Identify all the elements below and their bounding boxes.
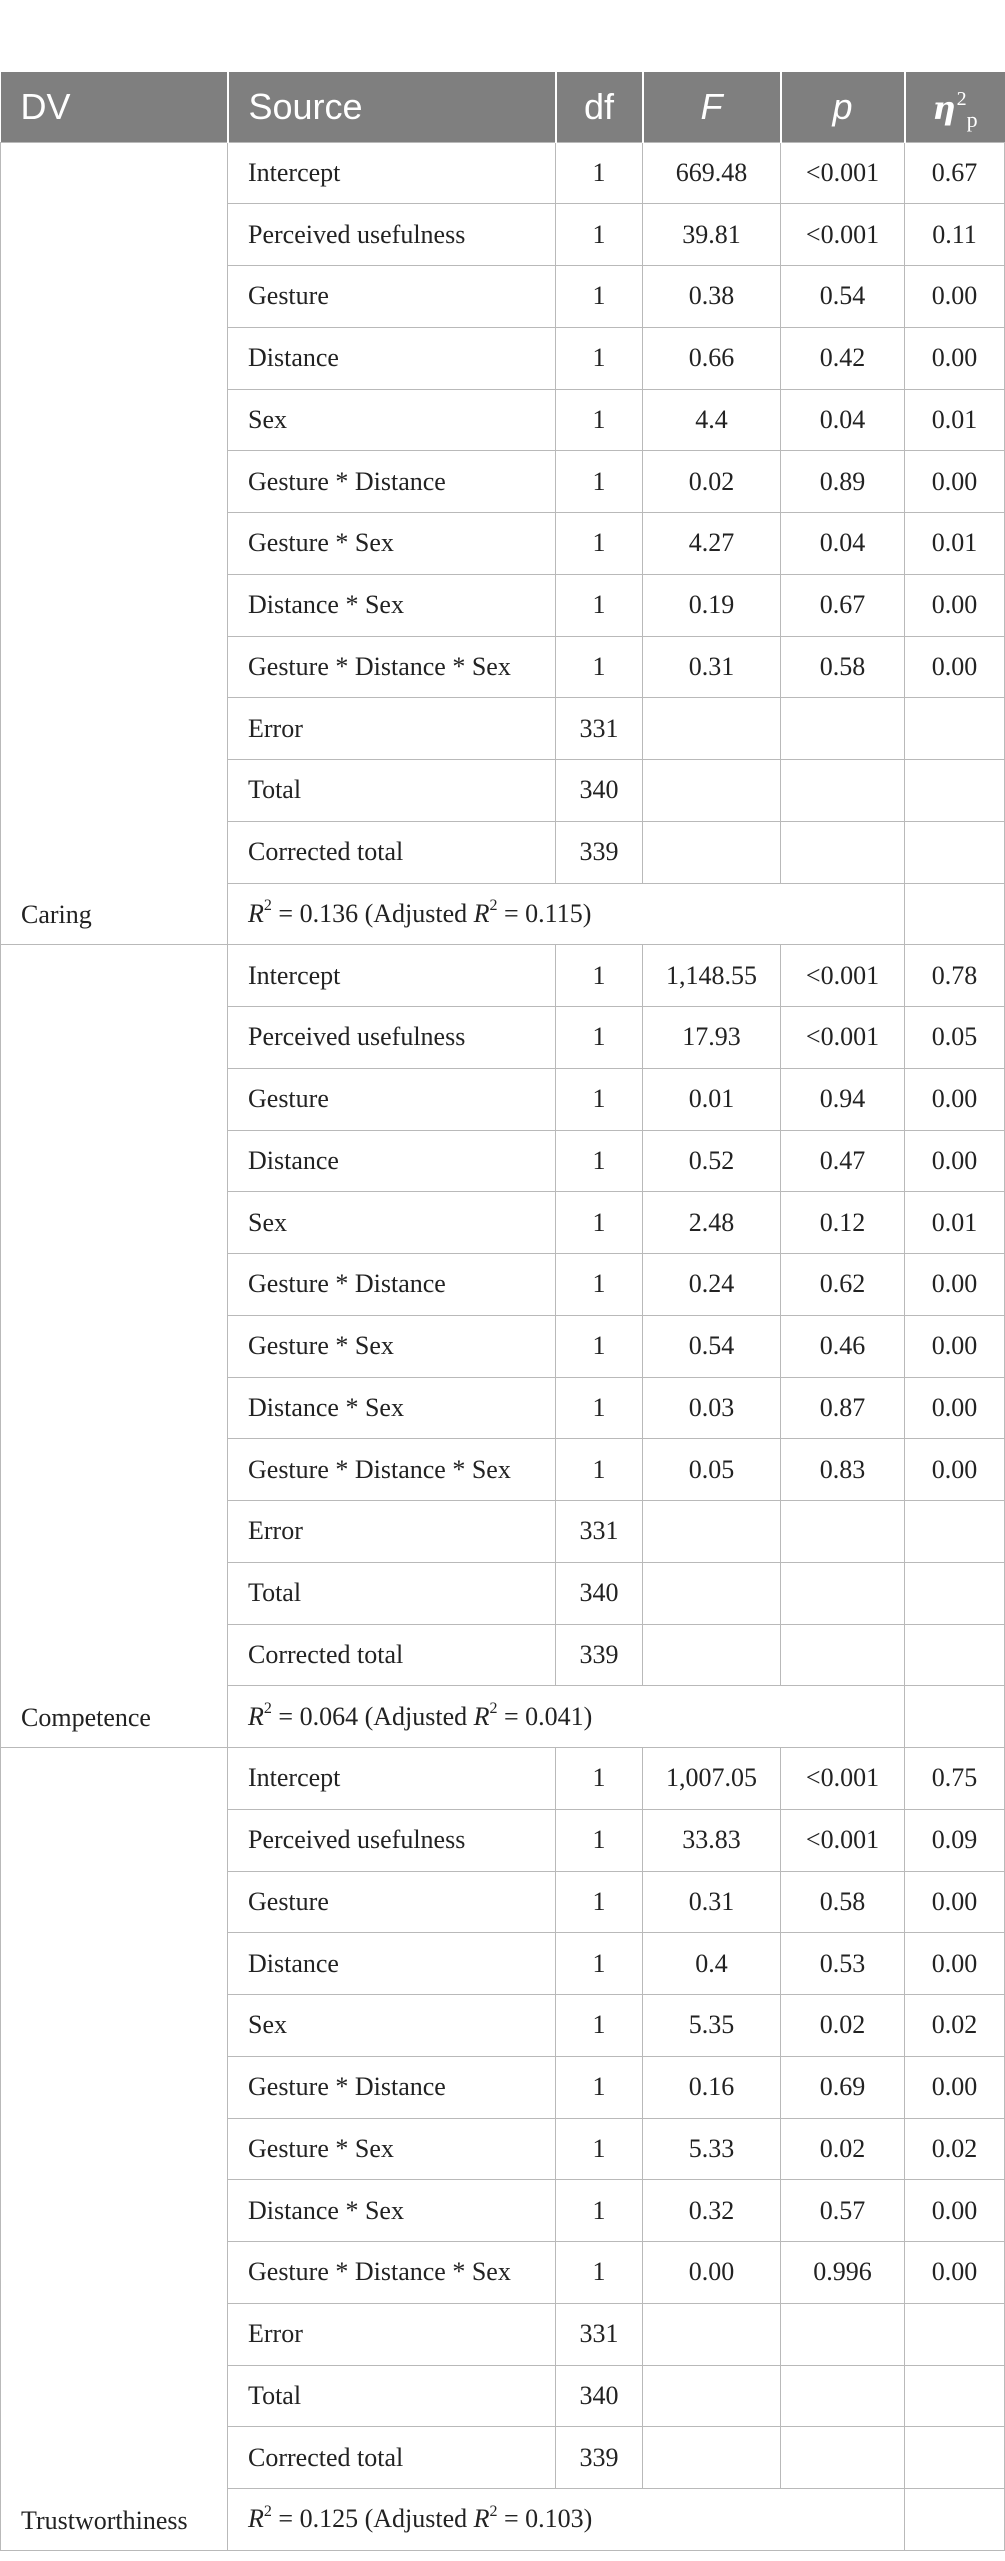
table-row xyxy=(1,945,1005,1007)
empty-cell xyxy=(905,883,1005,945)
df-cell: 1 xyxy=(556,513,643,575)
f-cell: 0.52 xyxy=(643,1130,781,1192)
eta-cell: 0.00 xyxy=(905,1068,1005,1130)
source-cell: Gesture xyxy=(228,1871,556,1933)
source-cell: Perceived usefulness xyxy=(228,1007,556,1069)
f-cell: 0.66 xyxy=(643,327,781,389)
p-cell: <0.001 xyxy=(781,1748,905,1810)
df-cell: 339 xyxy=(556,1624,643,1686)
p-cell: 0.58 xyxy=(781,1871,905,1933)
df-cell: 1 xyxy=(556,327,643,389)
eta-cell: 0.09 xyxy=(905,1809,1005,1871)
eta-cell xyxy=(905,821,1005,883)
df-cell: 1 xyxy=(556,451,643,513)
source-cell: Intercept xyxy=(228,1748,556,1810)
source-cell: Sex xyxy=(228,1192,556,1254)
eta-cell xyxy=(905,1562,1005,1624)
f-cell xyxy=(643,1624,781,1686)
source-cell: Total xyxy=(228,2365,556,2427)
r-squared-value: 0.064 xyxy=(299,1701,359,1731)
p-cell: 0.58 xyxy=(781,636,905,698)
p-cell: 0.04 xyxy=(781,389,905,451)
eta-cell: 0.02 xyxy=(905,2118,1005,2180)
source-cell: Gesture * Distance * Sex xyxy=(228,636,556,698)
f-cell: 17.93 xyxy=(643,1007,781,1069)
df-cell: 339 xyxy=(556,2427,643,2489)
p-cell: <0.001 xyxy=(781,1007,905,1069)
source-cell: Gesture xyxy=(228,1068,556,1130)
eta-subscript: p xyxy=(966,106,978,132)
p-cell: 0.53 xyxy=(781,1933,905,1995)
source-cell: Distance xyxy=(228,1130,556,1192)
eta-cell: 0.00 xyxy=(905,1871,1005,1933)
df-cell: 1 xyxy=(556,1007,643,1069)
source-cell: Sex xyxy=(228,389,556,451)
eta-cell: 0.01 xyxy=(905,1192,1005,1254)
header-f: F xyxy=(643,72,781,142)
table-row xyxy=(1,1748,1005,1810)
f-cell: 5.35 xyxy=(643,1995,781,2057)
f-cell: 0.00 xyxy=(643,2242,781,2304)
p-cell xyxy=(781,2303,905,2365)
eta-cell: 0.75 xyxy=(905,1748,1005,1810)
p-cell: 0.04 xyxy=(781,513,905,575)
table-header xyxy=(1,72,1005,142)
f-cell xyxy=(643,1501,781,1563)
f-cell: 0.32 xyxy=(643,2180,781,2242)
p-cell xyxy=(781,1501,905,1563)
df-cell: 1 xyxy=(556,2118,643,2180)
dv-label: Trustworthiness xyxy=(1,1748,228,2551)
source-cell: Perceived usefulness xyxy=(228,1809,556,1871)
source-cell: Error xyxy=(228,698,556,760)
eta-cell: 0.00 xyxy=(905,1377,1005,1439)
df-cell: 1 xyxy=(556,1130,643,1192)
source-cell: Distance xyxy=(228,327,556,389)
source-cell: Gesture * Distance xyxy=(228,2056,556,2118)
eta-cell: 0.00 xyxy=(905,1254,1005,1316)
df-cell: 1 xyxy=(556,574,643,636)
p-cell: 0.94 xyxy=(781,1068,905,1130)
f-cell: 0.4 xyxy=(643,1933,781,1995)
p-cell: 0.89 xyxy=(781,451,905,513)
source-cell: Corrected total xyxy=(228,821,556,883)
f-cell: 39.81 xyxy=(643,204,781,266)
source-cell: Distance * Sex xyxy=(228,1377,556,1439)
f-cell: 0.16 xyxy=(643,2056,781,2118)
p-cell: 0.83 xyxy=(781,1439,905,1501)
p-cell: 0.57 xyxy=(781,2180,905,2242)
eta-cell: 0.00 xyxy=(905,1439,1005,1501)
f-cell xyxy=(643,1562,781,1624)
f-cell: 0.01 xyxy=(643,1068,781,1130)
r-squared-value: 0.136 xyxy=(299,898,359,928)
df-cell: 1 xyxy=(556,1748,643,1810)
eta-cell: 0.02 xyxy=(905,1995,1005,2057)
f-cell: 0.24 xyxy=(643,1254,781,1316)
df-cell: 331 xyxy=(556,2303,643,2365)
p-cell: 0.54 xyxy=(781,266,905,328)
df-cell: 1 xyxy=(556,636,643,698)
p-cell xyxy=(781,698,905,760)
eta-cell: 0.67 xyxy=(905,142,1005,204)
source-cell: Gesture * Distance xyxy=(228,1254,556,1316)
eta-cell: 0.00 xyxy=(905,327,1005,389)
source-cell: Total xyxy=(228,1562,556,1624)
f-cell: 33.83 xyxy=(643,1809,781,1871)
df-cell: 340 xyxy=(556,760,643,822)
dv-label: Competence xyxy=(1,945,228,1748)
p-cell: 0.02 xyxy=(781,1995,905,2057)
adjusted-r-squared-value: 0.041 xyxy=(525,1701,584,1731)
source-cell: Distance xyxy=(228,1933,556,1995)
p-cell xyxy=(781,760,905,822)
f-cell: 0.19 xyxy=(643,574,781,636)
eta-cell xyxy=(905,2303,1005,2365)
df-cell: 1 xyxy=(556,1377,643,1439)
header-source: Source xyxy=(228,72,556,142)
f-cell: 0.02 xyxy=(643,451,781,513)
df-cell: 1 xyxy=(556,266,643,328)
header-eta-squared xyxy=(905,72,1005,142)
eta-cell: 0.00 xyxy=(905,2180,1005,2242)
p-cell xyxy=(781,1624,905,1686)
f-cell: 0.03 xyxy=(643,1377,781,1439)
df-cell: 1 xyxy=(556,389,643,451)
source-cell: Distance * Sex xyxy=(228,2180,556,2242)
df-cell: 1 xyxy=(556,945,643,1007)
p-cell xyxy=(781,821,905,883)
eta-cell: 0.01 xyxy=(905,513,1005,575)
f-cell: 669.48 xyxy=(643,142,781,204)
eta-cell: 0.01 xyxy=(905,389,1005,451)
p-cell: 0.02 xyxy=(781,2118,905,2180)
df-cell: 331 xyxy=(556,1501,643,1563)
eta-cell: 0.00 xyxy=(905,2056,1005,2118)
df-cell: 340 xyxy=(556,1562,643,1624)
df-cell: 1 xyxy=(556,1439,643,1501)
p-cell: 0.69 xyxy=(781,2056,905,2118)
eta-cell: 0.78 xyxy=(905,945,1005,1007)
p-cell: 0.87 xyxy=(781,1377,905,1439)
p-cell: 0.46 xyxy=(781,1315,905,1377)
r-squared-value: 0.125 xyxy=(299,2504,359,2534)
df-cell: 1 xyxy=(556,1315,643,1377)
f-cell: 0.05 xyxy=(643,1439,781,1501)
f-cell: 1,148.55 xyxy=(643,945,781,1007)
eta-cell xyxy=(905,760,1005,822)
source-cell: Gesture xyxy=(228,266,556,328)
r-squared-cell: $R^2 = 0.125$ (Adjusted $R^2 = 0.103$) xyxy=(228,2489,905,2551)
f-cell xyxy=(643,2365,781,2427)
f-cell: 4.27 xyxy=(643,513,781,575)
header-df: df xyxy=(556,72,643,142)
eta-cell: 0.00 xyxy=(905,1933,1005,1995)
table-body xyxy=(1,142,1005,2550)
eta-cell: 0.00 xyxy=(905,636,1005,698)
df-cell: 1 xyxy=(556,1995,643,2057)
f-cell xyxy=(643,2427,781,2489)
source-cell: Corrected total xyxy=(228,2427,556,2489)
df-cell: 1 xyxy=(556,1068,643,1130)
source-cell: Gesture * Sex xyxy=(228,513,556,575)
r-squared-cell: $R^2 = 0.064$ (Adjusted $R^2 = 0.041$) xyxy=(228,1686,905,1748)
p-cell: <0.001 xyxy=(781,204,905,266)
anova-table xyxy=(0,72,1005,2551)
p-cell: <0.001 xyxy=(781,142,905,204)
p-cell xyxy=(781,2365,905,2427)
adjusted-r-squared-value: 0.103 xyxy=(525,2504,584,2534)
p-cell xyxy=(781,1562,905,1624)
p-cell: 0.47 xyxy=(781,1130,905,1192)
df-cell: 1 xyxy=(556,2242,643,2304)
header-p: p xyxy=(781,72,905,142)
df-cell: 1 xyxy=(556,204,643,266)
empty-cell xyxy=(905,1686,1005,1748)
eta-cell: 0.00 xyxy=(905,2242,1005,2304)
p-cell: <0.001 xyxy=(781,1809,905,1871)
df-cell: 331 xyxy=(556,698,643,760)
source-cell: Sex xyxy=(228,1995,556,2057)
table-row xyxy=(1,142,1005,204)
source-cell: Gesture * Distance * Sex xyxy=(228,2242,556,2304)
f-cell: 2.48 xyxy=(643,1192,781,1254)
source-cell: Gesture * Distance xyxy=(228,451,556,513)
r-squared-cell: $R^2 = 0.136$ (Adjusted $R^2 = 0.115$) xyxy=(228,883,905,945)
df-cell: 1 xyxy=(556,2056,643,2118)
eta-cell xyxy=(905,2365,1005,2427)
df-cell: 340 xyxy=(556,2365,643,2427)
eta-cell: 0.11 xyxy=(905,204,1005,266)
empty-cell xyxy=(905,2489,1005,2551)
p-cell: 0.12 xyxy=(781,1192,905,1254)
f-cell xyxy=(643,698,781,760)
source-cell: Total xyxy=(228,760,556,822)
source-cell: Error xyxy=(228,1501,556,1563)
eta-cell: 0.00 xyxy=(905,451,1005,513)
f-cell: 4.4 xyxy=(643,389,781,451)
eta-cell: 0.00 xyxy=(905,1130,1005,1192)
source-cell: Error xyxy=(228,2303,556,2365)
eta-superscript: 2 xyxy=(956,87,967,110)
p-cell: 0.62 xyxy=(781,1254,905,1316)
df-cell: 1 xyxy=(556,1254,643,1316)
source-cell: Intercept xyxy=(228,945,556,1007)
f-cell xyxy=(643,2303,781,2365)
df-cell: 1 xyxy=(556,1933,643,1995)
source-cell: Gesture * Sex xyxy=(228,2118,556,2180)
eta-cell: 0.00 xyxy=(905,266,1005,328)
p-cell: 0.996 xyxy=(781,2242,905,2304)
f-cell: 0.54 xyxy=(643,1315,781,1377)
source-cell: Corrected total xyxy=(228,1624,556,1686)
df-cell: 1 xyxy=(556,142,643,204)
eta-symbol: η xyxy=(932,88,956,127)
f-cell xyxy=(643,821,781,883)
f-cell: 0.38 xyxy=(643,266,781,328)
eta-cell xyxy=(905,2427,1005,2489)
eta-cell: 0.00 xyxy=(905,1315,1005,1377)
df-cell: 1 xyxy=(556,2180,643,2242)
f-cell: 5.33 xyxy=(643,2118,781,2180)
p-cell: <0.001 xyxy=(781,945,905,1007)
eta-cell xyxy=(905,698,1005,760)
f-cell xyxy=(643,760,781,822)
f-cell: 0.31 xyxy=(643,1871,781,1933)
df-cell: 1 xyxy=(556,1809,643,1871)
eta-cell xyxy=(905,1624,1005,1686)
source-cell: Intercept xyxy=(228,142,556,204)
adjusted-r-squared-value: 0.115 xyxy=(525,898,583,928)
source-cell: Distance * Sex xyxy=(228,574,556,636)
df-cell: 1 xyxy=(556,1871,643,1933)
source-cell: Perceived usefulness xyxy=(228,204,556,266)
source-cell: Gesture * Sex xyxy=(228,1315,556,1377)
eta-cell: 0.05 xyxy=(905,1007,1005,1069)
eta-cell: 0.00 xyxy=(905,574,1005,636)
eta-cell xyxy=(905,1501,1005,1563)
df-cell: 1 xyxy=(556,1192,643,1254)
p-cell: 0.42 xyxy=(781,327,905,389)
df-cell: 339 xyxy=(556,821,643,883)
dv-label: Caring xyxy=(1,142,228,945)
source-cell: Gesture * Distance * Sex xyxy=(228,1439,556,1501)
p-cell xyxy=(781,2427,905,2489)
header-row xyxy=(1,72,1005,142)
header-dv: DV xyxy=(1,72,228,142)
f-cell: 1,007.05 xyxy=(643,1748,781,1810)
f-cell: 0.31 xyxy=(643,636,781,698)
p-cell: 0.67 xyxy=(781,574,905,636)
